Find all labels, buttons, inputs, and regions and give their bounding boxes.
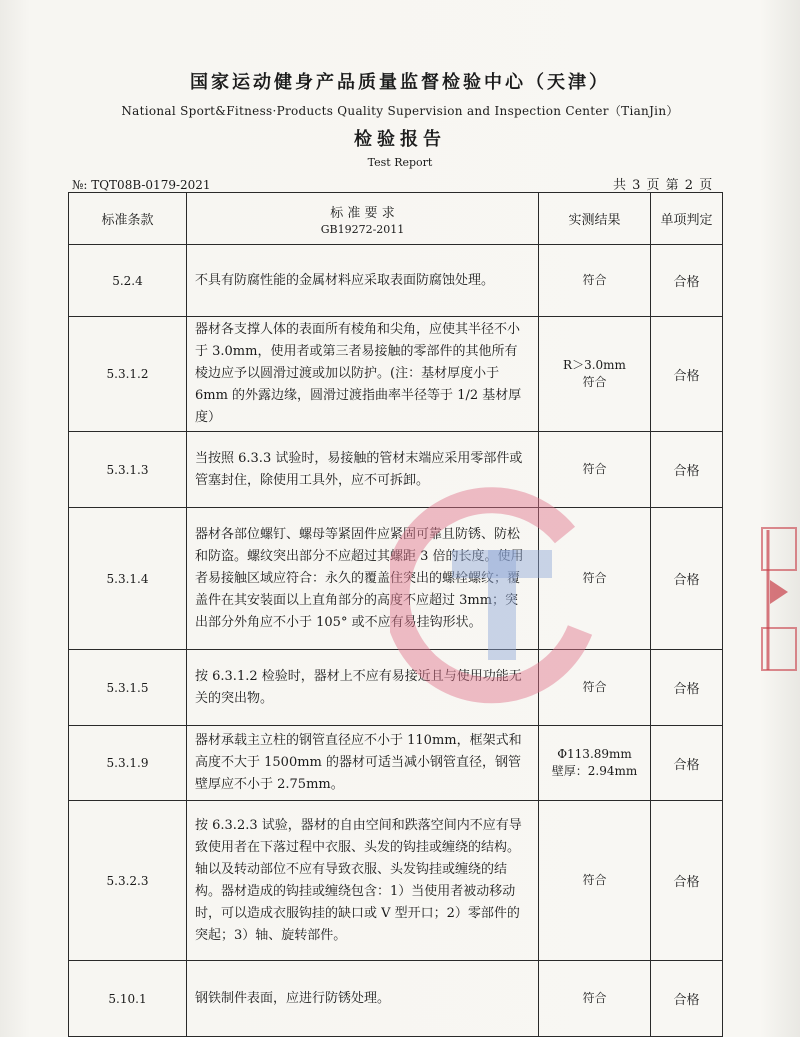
header-requirement-label: 标 准 要 求: [330, 205, 395, 221]
clause-cell: 5.2.4: [69, 245, 187, 317]
judgement-cell: 合格: [651, 726, 723, 801]
header-requirement: [187, 193, 539, 245]
table-row: [69, 801, 723, 961]
table-row: [69, 432, 723, 508]
judgement-cell: 合格: [651, 801, 723, 961]
institution-title-en: National Sport&Fitness·Products Quality Supervision and Inspection Center（TianJin）: [121, 104, 679, 118]
result-cell: 符合: [539, 508, 651, 650]
clause-cell: 5.3.1.4: [69, 508, 187, 650]
clause-cell: 5.3.2.3: [69, 801, 187, 961]
institution-title-cn: 国家运动健身产品质量监督检验中心（天津）: [190, 72, 610, 93]
result-cell: 符合: [539, 650, 651, 726]
judgement-cell: 合格: [651, 317, 723, 432]
table-row: [69, 317, 723, 432]
judgement-cell: 合格: [651, 650, 723, 726]
page-indicator: 共 3 页 第 2 页: [613, 178, 714, 193]
table-row: [69, 726, 723, 801]
header-clause: 标准条款: [69, 193, 187, 245]
result-cell: [539, 317, 651, 432]
result-cell: [539, 726, 651, 801]
inspection-table: [68, 192, 723, 1037]
header-standard-code: GB19272-2011: [320, 222, 405, 236]
judgement-cell: 合格: [651, 961, 723, 1037]
judgement-cell: 合格: [651, 432, 723, 508]
result-wall-thickness: 壁厚：2.94mm: [551, 764, 638, 778]
report-title-cn: 检验报告: [354, 129, 446, 150]
table-row: [69, 961, 723, 1037]
clause-cell: 5.3.1.9: [69, 726, 187, 801]
requirement-cell: 钢铁制件表面，应进行防锈处理。: [187, 961, 539, 1037]
requirement-cell: 不具有防腐性能的金属材料应采取表面防腐蚀处理。: [187, 245, 539, 317]
clause-cell: 5.3.1.3: [69, 432, 187, 508]
requirement-cell: 器材各支撑人体的表面所有棱角和尖角，应使其半径不小于 3.0mm，使用者或第三者易接触的零部件的其他所有棱边应予以圆滑过渡或加以防护。(注：基材厚度小于 6mm 的外露边缘，圆滑过渡指曲率半径等于 1/2 基材厚度）: [187, 317, 539, 432]
requirement-cell: 当按照 6.3.3 试验时，易接触的管材末端应采用零部件或管塞封住，除使用工具外，应不可拆卸。: [187, 432, 539, 508]
result-cell: 符合: [539, 961, 651, 1037]
requirement-cell: 器材各部位螺钉、螺母等紧固件应紧固可靠且防锈、防松和防盗。螺纹突出部分不应超过其螺距 3 倍的长度。使用者易接触区域应符合：永久的覆盖住突出的螺栓螺纹；覆盖件在其安装面以上直角部分的高度不应超过 3mm；突出部分外角应不小于 105° 或不应有易挂钩形状。: [187, 508, 539, 650]
result-cell: 符合: [539, 245, 651, 317]
clause-cell: 5.3.1.5: [69, 650, 187, 726]
result-verdict: 符合: [582, 375, 607, 389]
result-cell: 符合: [539, 432, 651, 508]
requirement-cell: 按 6.3.2.3 试验，器材的自由空间和跌落空间内不应有导致使用者在下落过程中衣服、头发的钩挂或缠绕的结构。轴以及转动部位不应有导致衣服、头发钩挂或缠绕的结构。器材造成的钩挂或缠绕包含：1）当使用者被动移动时，可以造成衣服钩挂的缺口或 V 型开口；2）零部件的突起；3）轴、旋转部件。: [187, 801, 539, 961]
table-row: [69, 245, 723, 317]
requirement-cell: 器材承载主立柱的钢管直径应不小于 110mm，框架式和高度不大于 1500mm 的器材可适当减小钢管直径，钢管壁厚应不小于 2.75mm。: [187, 726, 539, 801]
table-header-row: [69, 193, 723, 245]
table-row: [69, 508, 723, 650]
header-result: 实测结果: [539, 193, 651, 245]
clause-cell: 5.3.1.2: [69, 317, 187, 432]
report-title-en: Test Report: [367, 156, 433, 169]
result-measurement: R＞3.0mm: [563, 358, 626, 372]
report-header: [0, 60, 800, 169]
result-measurement: Φ113.89mm: [557, 747, 632, 761]
requirement-cell: 按 6.3.1.2 检验时，器材上不应有易接近且与使用功能无关的突出物。: [187, 650, 539, 726]
clause-cell: 5.10.1: [69, 961, 187, 1037]
header-judgement: 单项判定: [651, 193, 723, 245]
table-row: [69, 650, 723, 726]
report-number: №: TQT08B-0179-2021: [72, 178, 211, 192]
result-cell: 符合: [539, 801, 651, 961]
judgement-cell: 合格: [651, 508, 723, 650]
judgement-cell: 合格: [651, 245, 723, 317]
